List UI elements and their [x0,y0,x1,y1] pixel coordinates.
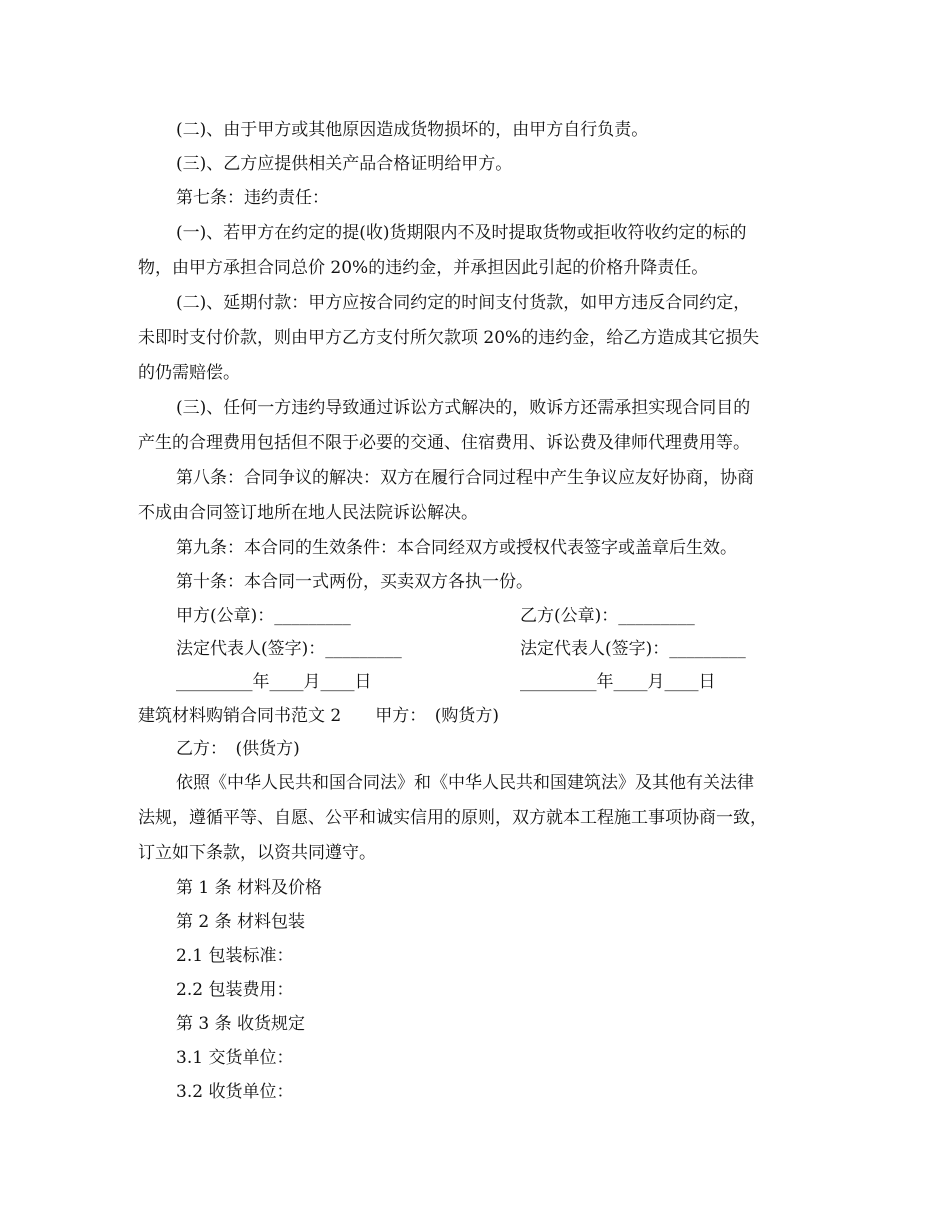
party-b-date: _________年____月____日 [520,672,716,692]
article-7-title: 第七条：违约责任： [176,188,329,208]
contract-2-article-1: 第 1 条 材料及价格 [176,878,323,898]
article-7-item-2-line-2: 未即时支付价款，则由甲方乙方支付所欠款项 20%的违约金，给乙方造成其它损失 [138,328,760,348]
article-7-item-1-line-2: 物，由甲方承担合同总价 20%的违约金，并承担因此引起的价格升降责任。 [138,258,709,278]
contract-2-item-2-2: 2.2 包装费用： [176,980,294,1000]
article-7-item-1-line-1: (一)、若甲方在约定的提(收)货期限内不及时提取货物或拒收符收约定的标的 [176,223,747,243]
contract-2-party-b: 乙方： (供货方) [176,739,300,759]
article-9: 第九条：本合同的生效条件：本合同经双方或授权代表签字或盖章后生效。 [176,538,737,558]
article-7-item-3-line-2: 产生的合理费用包括但不限于必要的交通、住宿费用、诉讼费及律师代理费用等。 [138,433,750,453]
party-b-representative: 法定代表人(签字)：_________ [520,639,746,659]
article-7-item-2-line-1: (二)、延期付款：甲方应按合同约定的时间支付货款，如甲方违反合同约定， [176,293,751,313]
clause-6-item-2: (二)、由于甲方或其他原因造成货物损坏的，由甲方自行负责。 [176,120,649,140]
contract-2-item-2-1: 2.1 包装标准： [176,946,294,966]
contract-2-item-3-2: 3.2 收货单位： [176,1082,294,1102]
clause-6-item-3: (三)、乙方应提供相关产品合格证明给甲方。 [176,154,513,174]
article-7-item-3-line-1: (三)、任何一方违约导致通过诉讼方式解决的，败诉方还需承担实现合同目的 [176,398,751,418]
contract-2-article-2: 第 2 条 材料包装 [176,912,306,932]
party-b-seal: 乙方(公章)：_________ [520,606,695,626]
contract-2-heading: 建筑材料购销合同书范文 2 甲方： (购货方) [138,706,499,726]
party-a-seal: 甲方(公章)：_________ [176,606,351,626]
party-a-representative: 法定代表人(签字)：_________ [176,639,402,659]
article-7-item-2-line-3: 的仍需赔偿。 [138,363,240,383]
party-a-date: _________年____月____日 [176,672,372,692]
contract-2-article-3: 第 3 条 收货规定 [176,1014,306,1034]
contract-2-preamble-line-3: 订立如下条款，以资共同遵守。 [138,843,376,863]
contract-2-preamble-line-2: 法规，遵循平等、自愿、公平和诚实信用的原则，双方就本工程施工事项协商一致， [138,808,767,828]
article-8-line-1: 第八条：合同争议的解决：双方在履行合同过程中产生争议应友好协商，协商 [176,468,754,488]
article-8-line-2: 不成由合同签订地所在地人民法院诉讼解决。 [138,503,478,523]
contract-2-preamble-line-1: 依照《中华人民共和国合同法》和《中华人民共和国建筑法》及其他有关法律 [176,773,754,793]
contract-2-item-3-1: 3.1 交货单位： [176,1048,294,1068]
article-10: 第十条：本合同一式两份，买卖双方各执一份。 [176,572,533,592]
